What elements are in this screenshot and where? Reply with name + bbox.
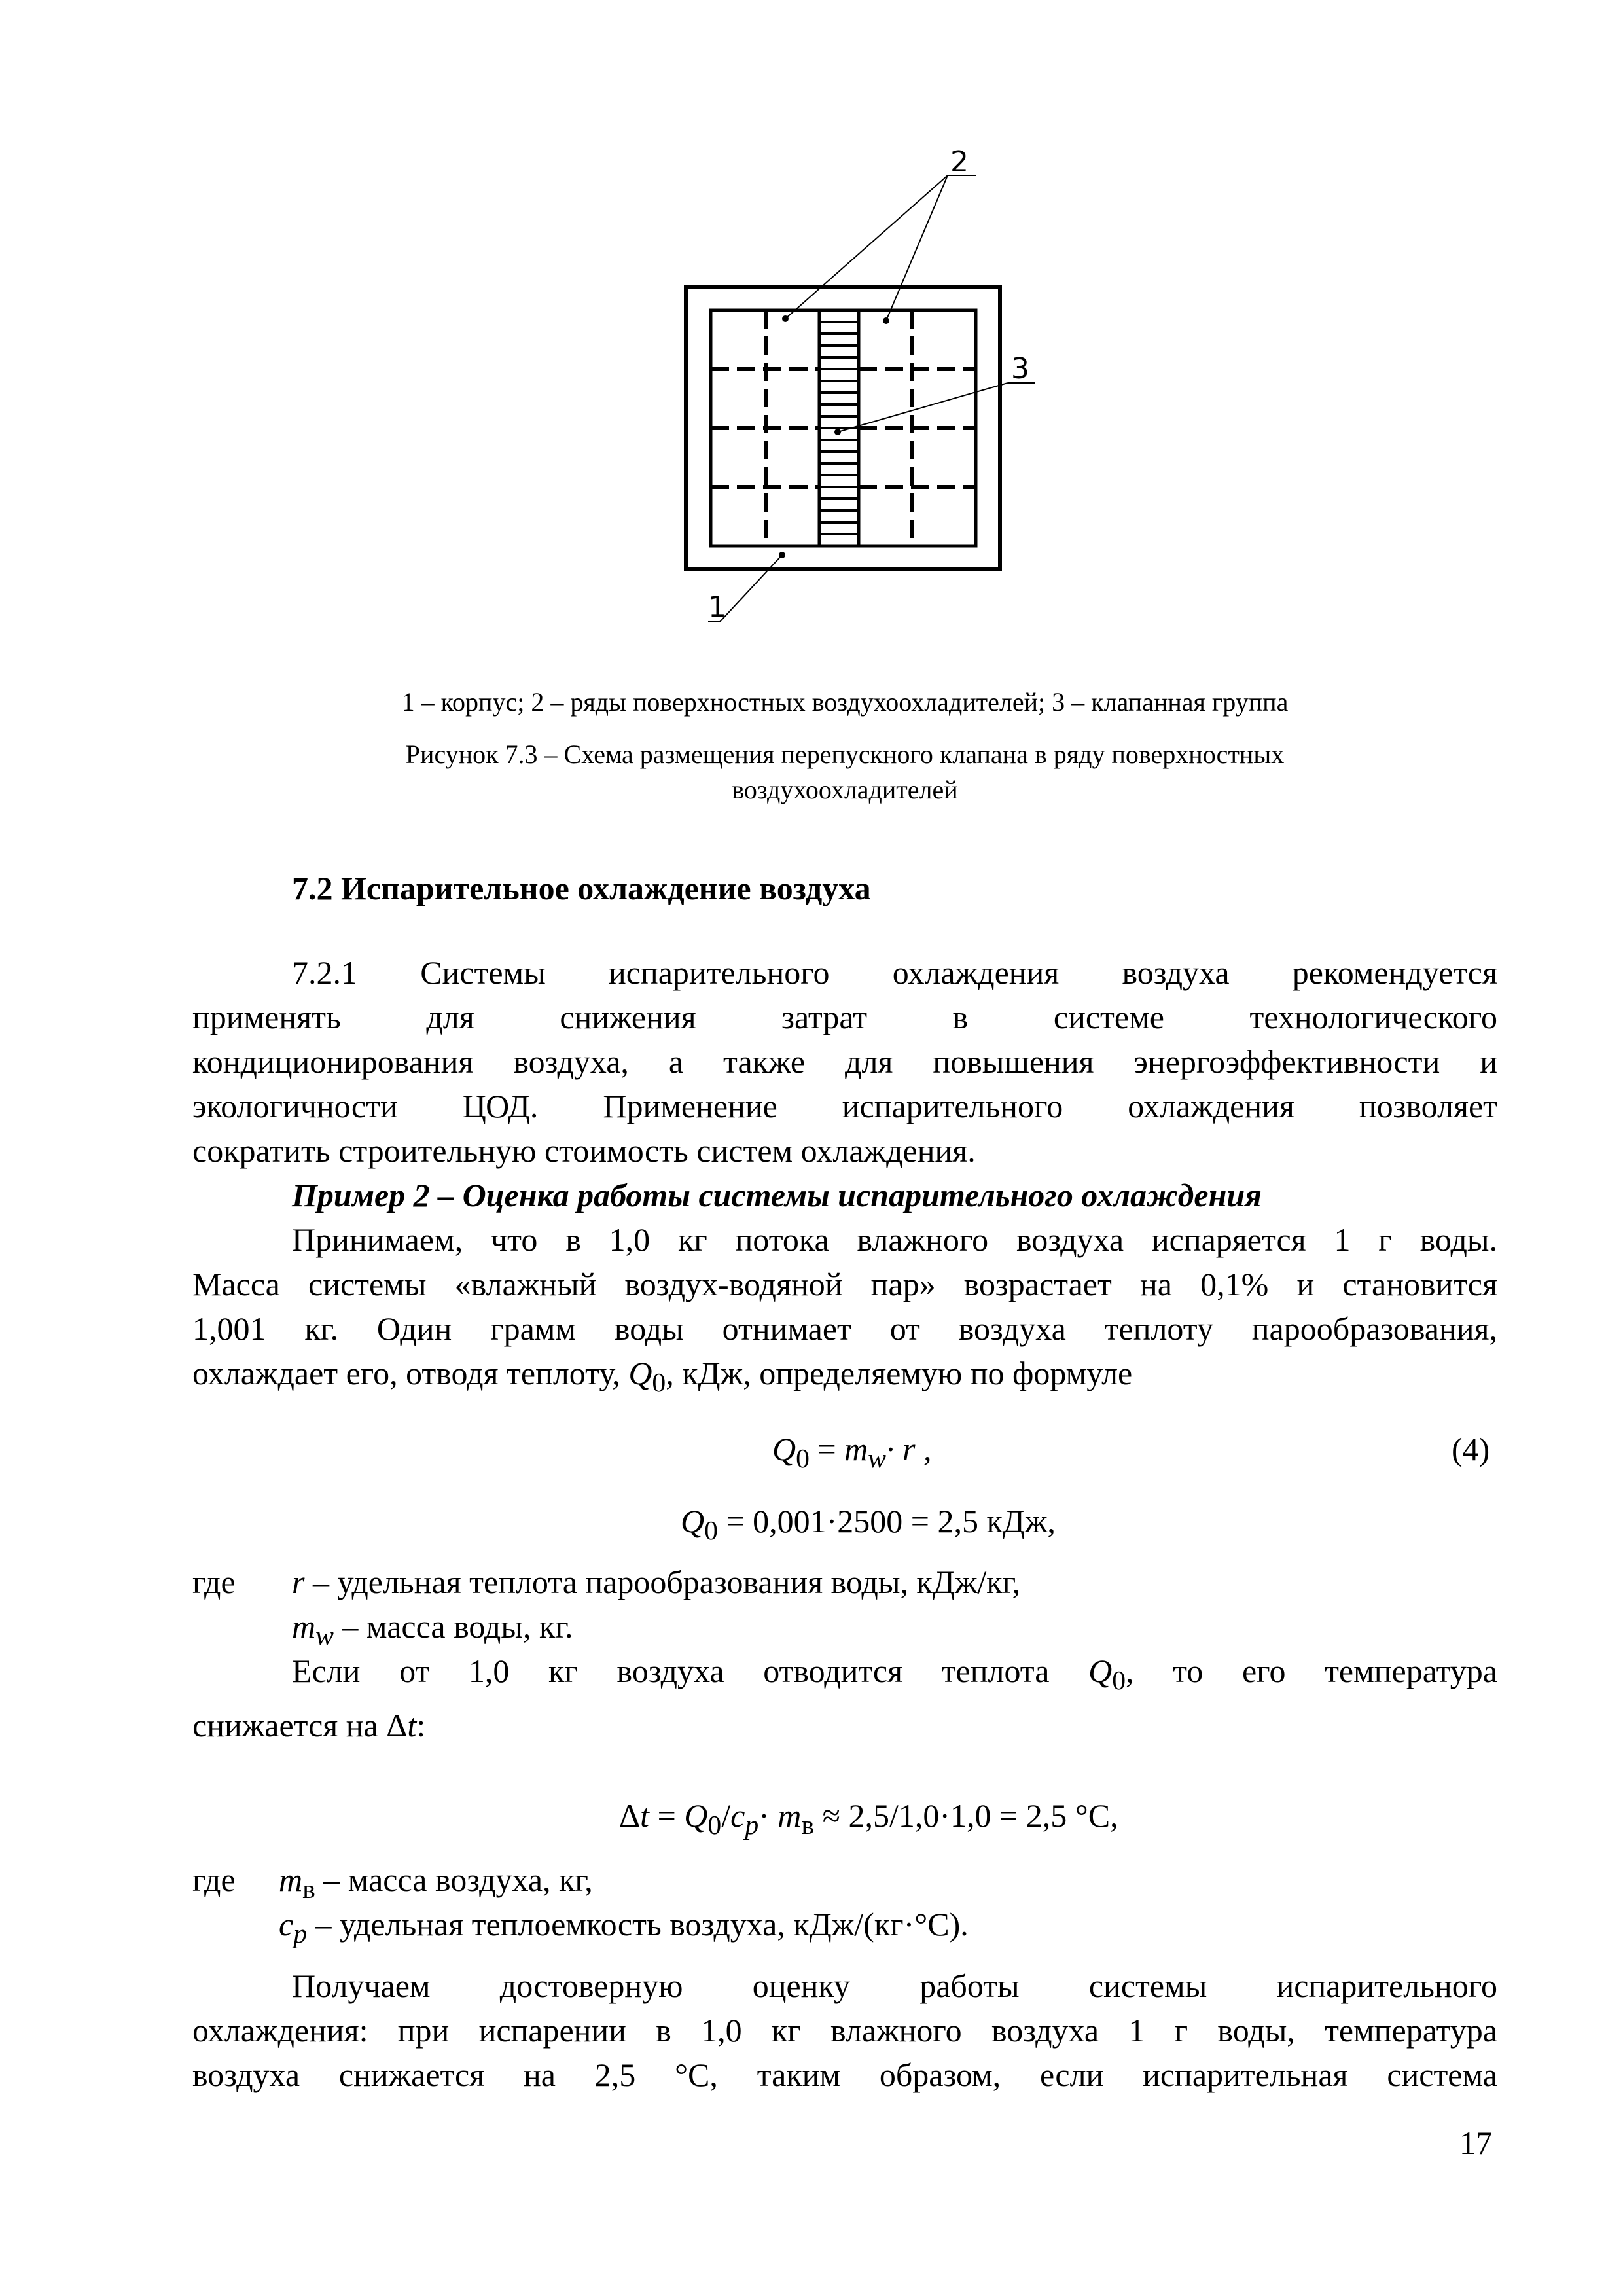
text-line: 7.2.1 Системы испарительного охлаждения воздуха рекомендуется	[292, 954, 1497, 991]
text-line: снижается на Δt:	[192, 1707, 426, 1744]
text-line: сократить строительную стоимость систем охлаждения.	[192, 1132, 976, 1169]
figure-diagram	[654, 144, 1060, 641]
label-3: 3	[1011, 352, 1029, 386]
figure-legend: 1 – корпус; 2 – ряды поверхностных воздухоохладителей; 3 – клапанная группа	[401, 687, 1289, 717]
text-line: Если от 1,0 кг воздуха отводится теплота $Q_0$, то его температура	[292, 1653, 1498, 1696]
formula-4: $Q_0 = m_w\cdot r$ ,	[772, 1431, 932, 1474]
text-line: 1,001 кг. Один грамм воды отнимает от воздуха теплоту парообразования,	[192, 1310, 1497, 1347]
text-line: охлаждения: при испарении в 1,0 кг влажного воздуха 1 г воды, температура	[192, 2012, 1497, 2049]
calculation-q0: $Q_0 = 0,001\cdot 2500 = 2,5$ кДж,	[681, 1503, 1056, 1546]
figure-caption-line1: Рисунок 7.3 – Схема размещения перепускного клапана в ряду поверхностных	[405, 740, 1285, 769]
text-line: Масса системы «влажный воздух-водяной пар» возрастает на 0,1% и становится	[192, 1266, 1497, 1302]
example-title: Пример 2 – Оценка работы системы испарительного охлаждения	[292, 1177, 1262, 1213]
text-line: Принимаем, что в 1,0 кг потока влажного воздуха испаряется 1 г воды.	[292, 1221, 1497, 1258]
where-mv-definition: $m_в$ – масса воздуха, кг,	[279, 1861, 593, 1905]
page-number: 17	[1459, 2125, 1492, 2161]
where-word-2: где	[192, 1861, 236, 1898]
paragraph-7-2-1	[192, 950, 1497, 1173]
formula-4-number: (4)	[1452, 1431, 1490, 1467]
paragraph-if	[192, 1649, 1497, 1748]
where-mw-definition: $m_w$ – масса воды, кг.	[292, 1608, 573, 1651]
figure-caption	[192, 737, 1497, 808]
text-line: применять для снижения затрат в системе технологического	[192, 999, 1497, 1035]
calculation-delta-t: $\Delta t = Q_0/c_p\cdot m_в \approx 2,5/1,0\cdot 1,0 = 2,5$ °С,	[619, 1797, 1118, 1840]
paragraph-result	[192, 1964, 1497, 2097]
where-word: где	[192, 1564, 236, 1600]
section-heading: 7.2 Испарительное охлаждение воздуха	[292, 870, 871, 906]
text-line: охлаждает его, отводя теплоту, $Q_0$, кДж, определяемую по формуле	[192, 1355, 1133, 1398]
label-1: 1	[708, 590, 726, 624]
where-r-definition: r – удельная теплота парообразования воды, кДж/кг,	[292, 1564, 1020, 1600]
text-line: Получаем достоверную оценку работы системы испарительного	[292, 1967, 1497, 2004]
where-cp-definition: $c_p$ – удельная теплоемкость воздуха, кДж/(кг·°С).	[279, 1906, 969, 1949]
text-line: воздуха снижается на 2,5 °С, таким образом, если испарительная система	[192, 2056, 1497, 2093]
text-line: кондиционирования воздуха, а также для повышения энергоэффективности и	[192, 1043, 1497, 1080]
example-paragraph	[192, 1217, 1497, 1405]
figure-caption-line2: воздухоохладителей	[732, 775, 958, 804]
label-2: 2	[950, 145, 969, 179]
leader-lines	[708, 175, 1035, 622]
text-line: экологичности ЦОД. Применение испарительного охлаждения позволяет	[192, 1088, 1497, 1124]
